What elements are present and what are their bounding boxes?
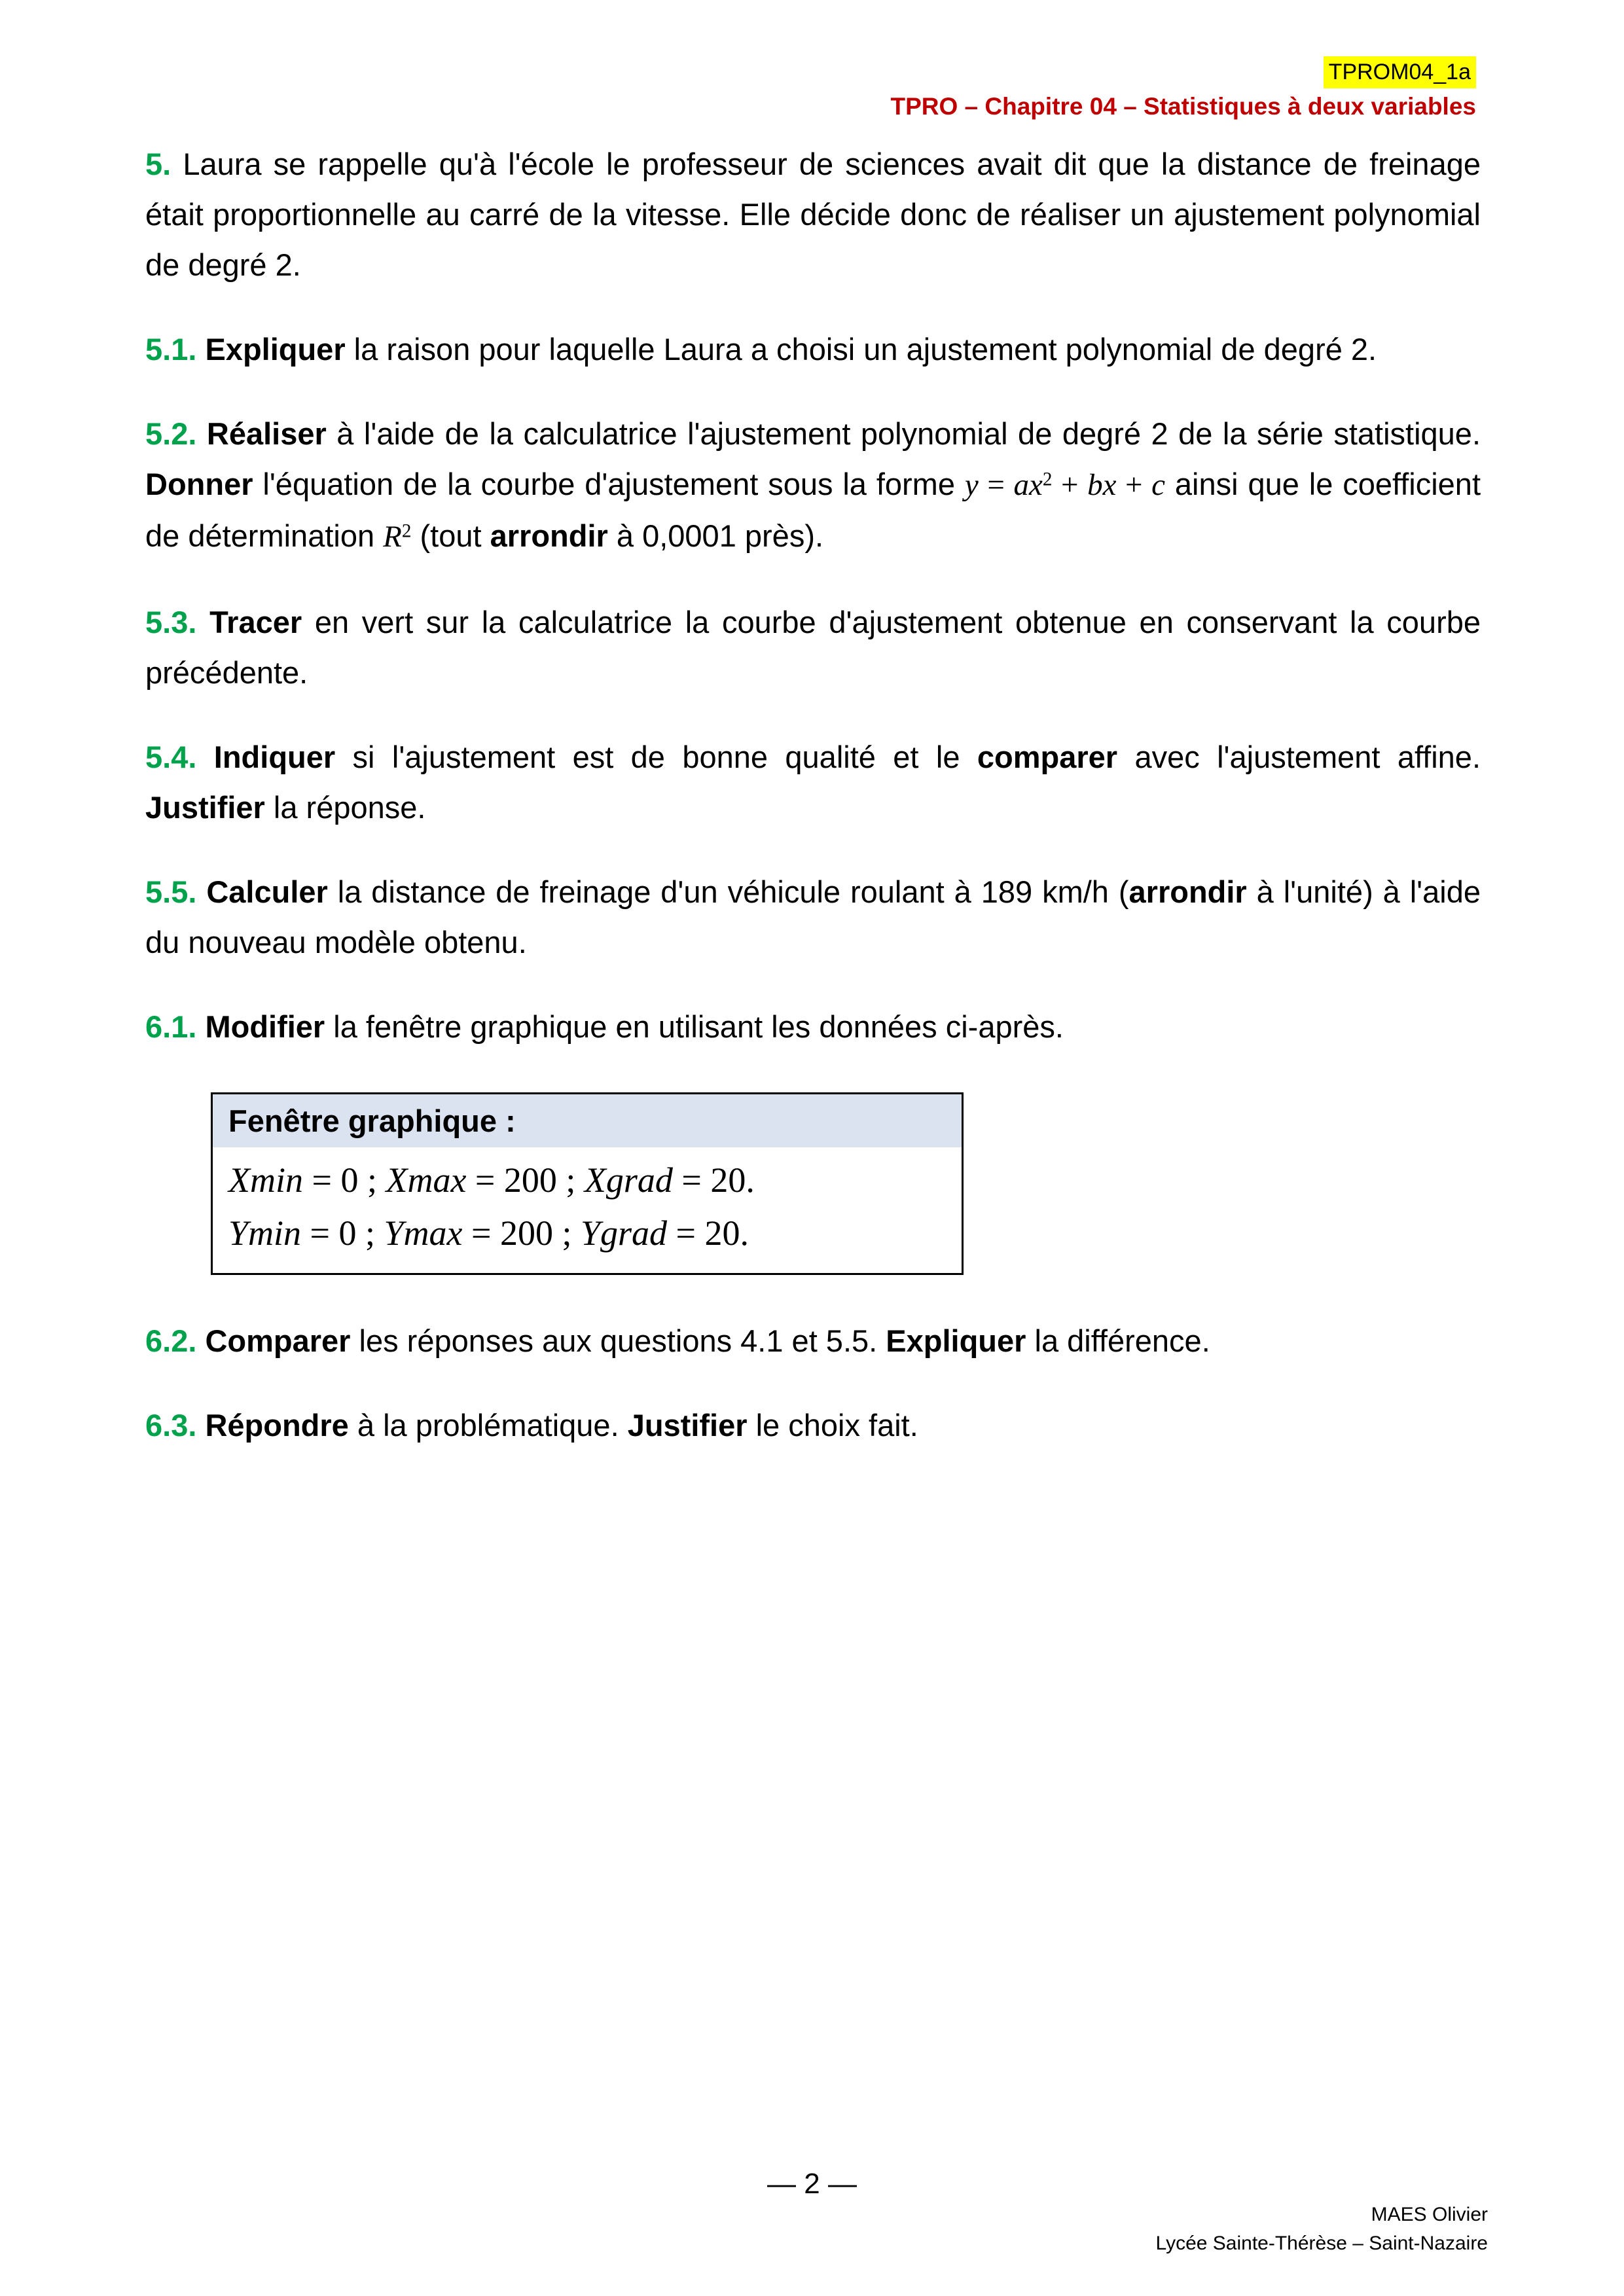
- x-window-settings: Xmin = 0 ; Xmax = 200 ; Xgrad = 20.: [228, 1160, 755, 1200]
- doc-code-highlight: TPROM04_1a: [1324, 56, 1476, 88]
- page-header: [890, 56, 1476, 121]
- graph-window-box-body: [213, 1147, 962, 1273]
- footer-school: Lycée Sainte-Thérèse – Saint-Nazaire: [1155, 2232, 1488, 2254]
- question-6-3: 6.3. Répondre à la problématique. Justifier le choix fait.: [145, 1408, 918, 1443]
- footer-author: MAES Olivier: [1371, 2204, 1488, 2225]
- chapter-title: TPRO – Chapitre 04 – Statistiques à deux variables: [890, 92, 1476, 120]
- graph-window-box-title: Fenêtre graphique :: [213, 1094, 962, 1147]
- y-window-settings: Ymin = 0 ; Ymax = 200 ; Ygrad = 20.: [228, 1213, 749, 1253]
- question-5: 5. Laura se rappelle qu'à l'école le professeur de sciences avait dit que la distance de freinage était proportionnelle au carré de la vitesse. Elle décide donc de réaliser un ajustement polynomial de degré 2.: [145, 147, 1481, 283]
- footer-credits: [1156, 2200, 1488, 2257]
- question-5-1: 5.1. Expliquer la raison pour laquelle Laura a choisi un ajustement polynomial de degré 2.: [145, 332, 1377, 367]
- graph-window-box: [211, 1092, 964, 1275]
- question-5-3: 5.3. Tracer en vert sur la calculatrice la courbe d'ajustement obtenue en conservant la courbe précédente.: [145, 604, 1481, 690]
- question-5-4: 5.4. Indiquer si l'ajustement est de bonne qualité et le comparer avec l'ajustement affine. Justifier la réponse.: [145, 739, 1481, 825]
- question-6-2: 6.2. Comparer les réponses aux questions 4.1 et 5.5. Expliquer la différence.: [145, 1323, 1210, 1359]
- doc-code-row: [890, 56, 1476, 88]
- worksheet-content: [145, 139, 1481, 1484]
- question-5-5: 5.5. Calculer la distance de freinage d'un véhicule roulant à 189 km/h (arrondir à l'unité) à l'aide du nouveau modèle obtenu.: [145, 874, 1481, 960]
- page-number: — 2 —: [767, 2168, 857, 2200]
- question-5-2: 5.2. Réaliser à l'aide de la calculatrice l'ajustement polynomial de degré 2 de la série statistique. Donner l'équation de la courbe d'ajustement sous la forme $y = ax^2$ + bx + c ainsi que le coefficient de détermination $R^2$ (tout arrondir à 0,0001 près).: [145, 416, 1481, 554]
- question-6-1: 6.1. Modifier la fenêtre graphique en utilisant les données ci-après.: [145, 1009, 1064, 1045]
